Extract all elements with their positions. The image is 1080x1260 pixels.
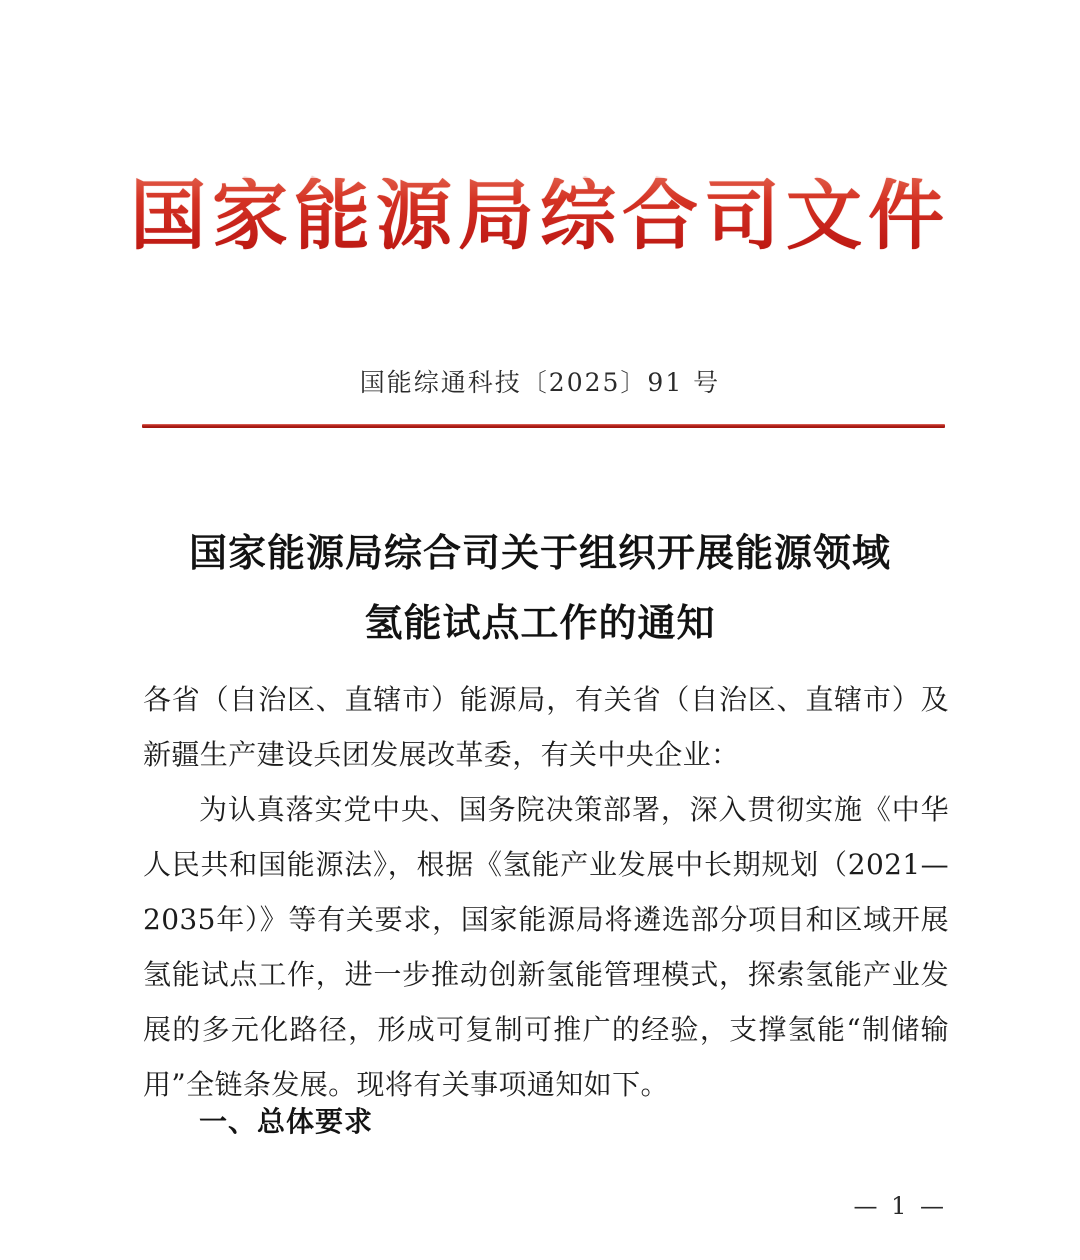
document-number: 国能综通科技〔2025〕91 号 xyxy=(359,368,721,397)
masthead xyxy=(0,171,1080,260)
document-title xyxy=(0,518,1080,658)
masthead-title: 国家能源局综合司文件 xyxy=(130,171,950,260)
document-title-line-1: 国家能源局综合司关于组织开展能源领域 xyxy=(188,530,891,575)
red-separator-rule xyxy=(142,424,945,428)
addressee-line: 各省（自治区、直辖市）能源局，有关省（自治区、直辖市）及新疆生产建设兵团发展改革委，有关中央企业： xyxy=(143,683,949,771)
page-number-footer: — 1 — xyxy=(853,1192,947,1220)
body-paragraph-1: 为认真落实党中央、国务院决策部署，深入贯彻实施《中华人民共和国能源法》，根据《氢能产业发展中长期规划（2021—2035年）》等有关要求，国家能源局将遴选部分项目和区域开展氢能试点工作，进一步推动创新氢能管理模式，探索氢能产业发展的多元化路径，形成可复制可推广的经验，支撑氢能“制储输用”全链条发展。现将有关事项通知如下。 xyxy=(143,793,949,1101)
section-heading-overall-requirements: 一、总体要求 xyxy=(199,1105,374,1138)
document-title-line-2: 氢能试点工作的通知 xyxy=(364,600,716,645)
document-body xyxy=(143,672,949,1112)
